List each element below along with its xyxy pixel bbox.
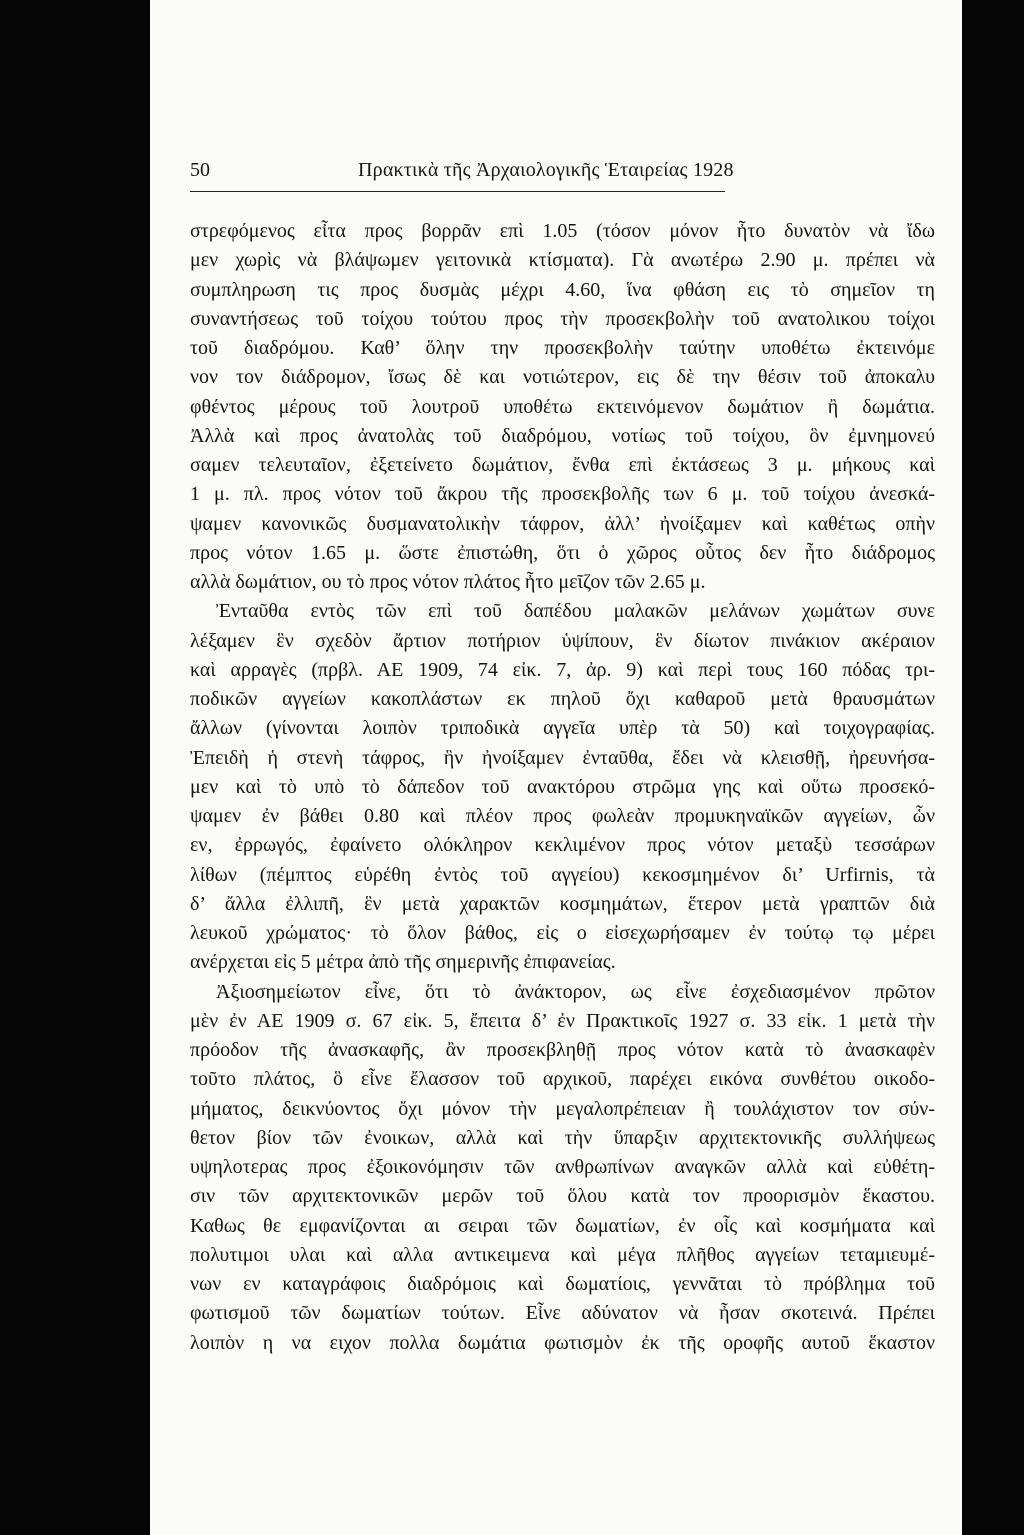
text-line: 1 μ. πλ. προς νότον τοῦ ἄκρου τῆς προσεκβολῆς των 6 μ. τοῦ τοίχου ἀνεσκά- (190, 483, 935, 506)
text-line: λέξαμεν ἓν σχεδὸν ἄρτιον ποτήριον ὑψίπουν, ἓν δίωτον πινάκιον ακέραιον (190, 629, 935, 652)
text-line: στρεφόμενος εἶτα προς βορρᾶν επὶ 1.05 (τόσον μόνον ἦτο δυνατὸν νὰ ἴδω (190, 220, 935, 242)
text-line: πρόοδον τῆς ἀνασκαφῆς, ἂν προσεκβληθῇ προς νότον κατὰ τὸ ἀνασκαφὲν (190, 1039, 935, 1061)
text-line: τοῦτο πλάτος, ὃ εἶνε ἔλασσον τοῦ αρχικοῦ, παρέχει εικόνα συνθέτου οικοδο- (190, 1068, 935, 1091)
text-line: φθέντος μέρους τοῦ λουτροῦ υποθέτω εκτεινόμενον δωμάτιον ἢ δωμάτια. (190, 395, 935, 418)
page-number: 50 (190, 159, 210, 181)
text-line: μεν καὶ τὸ υπὸ τὸ δάπεδον τοῦ ανακτόρου στρῶμα γης καὶ οὕτω προσεκό- (190, 775, 935, 798)
running-head (190, 157, 734, 183)
text-line: λοιπὸν η να ειχον πολλα δωμάτια φωτισμὸν ἐκ τῆς οροφῆς αυτοῦ ἕκαστον (190, 1331, 935, 1354)
text-line: ψαμεν κανονικῶς δυσμανατολικὴν τάφρον, ἀλλ’ ἠνοίξαμεν καὶ καθέτως οπὴν (190, 512, 935, 535)
text-line: συμπληρωση τις προς δυσμὰς μέχρι 4.60, ἵνα φθάση εις τὸ σημεῖον τη (190, 278, 935, 301)
text-line: νων εν καταγράφοις διαδρόμοις καὶ δωματίοις, γεννᾶται τὸ πρόβλημα τοῦ (190, 1273, 935, 1295)
text-line: λίθων (πέμπτος εὑρέθη ἐντὸς τοῦ αγγείου) κεκοσμημένον δι’ Urfirnis, τὰ (190, 863, 935, 886)
text-line: μεν χωρὶς νὰ βλάψωμεν γειτονικὰ κτίσματα). Γὰ ανωτέρω 2.90 μ. πρέπει νὰ (190, 249, 935, 272)
header-rule (190, 191, 725, 192)
text-line: λευκοῦ χρώματος· τὸ ὅλον βάθος, εἰς ο εἰσεχωρήσαμεν ἐν τούτῳ τῳ μέρει (190, 922, 935, 944)
text-line: σιν τῶν αρχιτεκτονικῶν μερῶν τοῦ ὅλου κατὰ τον προορισμὸν ἕκαστου. (190, 1185, 935, 1208)
text-line: ποδικῶν αγγείων κακοπλάστων εκ πηλοῦ ὄχι καθαροῦ μετὰ θραυσμάτων (190, 688, 935, 710)
text-line: μήματος, δεικνύοντος ὄχι μόνον τὴν μεγαλοπρέπειαν ἢ τουλάχιστον τον σύν- (190, 1097, 935, 1120)
text-line: συναντήσεως τοῦ τοίχου τούτου προς τὴν προσεκβολὴν τοῦ ανατολικου τοίχοι (190, 307, 935, 330)
text-line: προς νότον 1.65 μ. ὥστε ἐπιστώθη, ὅτι ὁ χῶρος οὗτος δεν ἦτο διάδρομος (190, 541, 935, 564)
text-line: καὶ αρραγὲς (πρβλ. ΑΕ 1909, 74 εἰκ. 7, ἀρ. 9) καὶ περὶ τους 160 πόδας τρι- (190, 658, 935, 681)
text-line: υψηλοτερας προς ἐξοικονόμησιν τῶν ανθρωπίνων αναγκῶν αλλὰ καὶ εὐθέτη- (190, 1156, 935, 1178)
text-line: μὲν ἐν ΑΕ 1909 σ. 67 εἰκ. 5, ἔπειτα δ’ ἐν Πρακτικοῖς 1927 σ. 33 εἰκ. 1 μετὰ τὴν (190, 1009, 935, 1032)
text-line: Ἀξιοσημείωτον εἶνε, ὅτι τὸ ἀνάκτορον, ως εἶνε ἐσχεδιασμένον πρῶτον (216, 980, 935, 1003)
text-line: νον τον διάδρομον, ἴσως δὲ και νοτιώτερον, εις δὲ την θέσιν τοῦ ἀποκαλυ (190, 366, 935, 389)
text-line: φωτισμοῦ τῶν δωματίων τούτων. Εἶνε αδύνατον νὰ ἦσαν σκοτεινά. Πρέπει (190, 1302, 935, 1325)
text-line: τοῦ διαδρόμου. Καθ’ ὅλην την προσεκβολὴν ταύτην υποθέτω ἐκτεινόμε (190, 337, 935, 359)
text-line: Ἐνταῦθα εντὸς τῶν επὶ τοῦ δαπέδου μαλακῶν μελάνων χωμάτων συνε (216, 600, 935, 623)
text-line: ψαμεν ἐν βάθει 0.80 καὶ πλέον προς φωλεὰν προμυκηναϊκῶν αγγείων, ὧν (190, 805, 935, 827)
text-line: θετον βίον τῶν ἐνοικων, αλλὰ καὶ τὴν ὕπαρξιν αρχιτεκτονικῆς συλλήψεως (190, 1126, 935, 1149)
text-line: Καθως θε εμφανίζονται αι σειραι τῶν δωματίων, ἐν οἷς καὶ κοσμήματα καὶ (190, 1214, 935, 1237)
text-line: πολυτιμοι υλαι καὶ αλλα αντικειμενα καὶ μέγα πλῆθος αγγείων τεταμιευμέ- (190, 1243, 935, 1266)
text-line: αλλὰ δωμάτιον, ου τὸ προς νότον πλάτος ἦτο μεῖζον τῶν 2.65 μ. (190, 571, 706, 593)
body-text (190, 217, 935, 1358)
text-line: Ἀλλὰ καὶ προς ἀνατολὰς τοῦ διαδρόμου, νοτίως τοῦ τοίχου, ὃν ἐμνημονεύ (190, 424, 935, 447)
running-title: Πρακτικὰ τῆς Ἀρχαιολογικῆς Ἑταιρείας 1928 (358, 159, 734, 181)
text-line: Ἐπειδὴ ἡ στενὴ τάφρος, ἣν ἠνοίξαμεν ἐνταῦθα, ἔδει νὰ κλεισθῇ, ἠρευνήσα- (190, 746, 935, 769)
text-line: εν, ἐρρωγός, ἐφαίνετο ολόκληρον κεκλιμένον προς νότον μεταξὺ τεσσάρων (190, 834, 935, 857)
text-line: ἄλλων (γίνονται λοιπὸν τριποδικὰ αγγεῖα υπὲρ τὰ 50) καὶ τοιχογραφίας. (190, 717, 935, 740)
text-line: δ’ ἄλλα ἐλλιπῆ, ἓν μετὰ χαρακτῶν κοσμημάτων, ἕτερον μετὰ γραπτῶν διὰ (190, 892, 935, 915)
text-line: σαμεν τελευταῖον, ἐξετείνετο δωμάτιον, ἔνθα επὶ ἐκτάσεως 3 μ. μήκους καὶ (190, 454, 935, 476)
text-line: ανέρχεται εἰς 5 μέτρα ἀπὸ τῆς σημερινῆς ἐπιφανείας. (190, 951, 616, 974)
